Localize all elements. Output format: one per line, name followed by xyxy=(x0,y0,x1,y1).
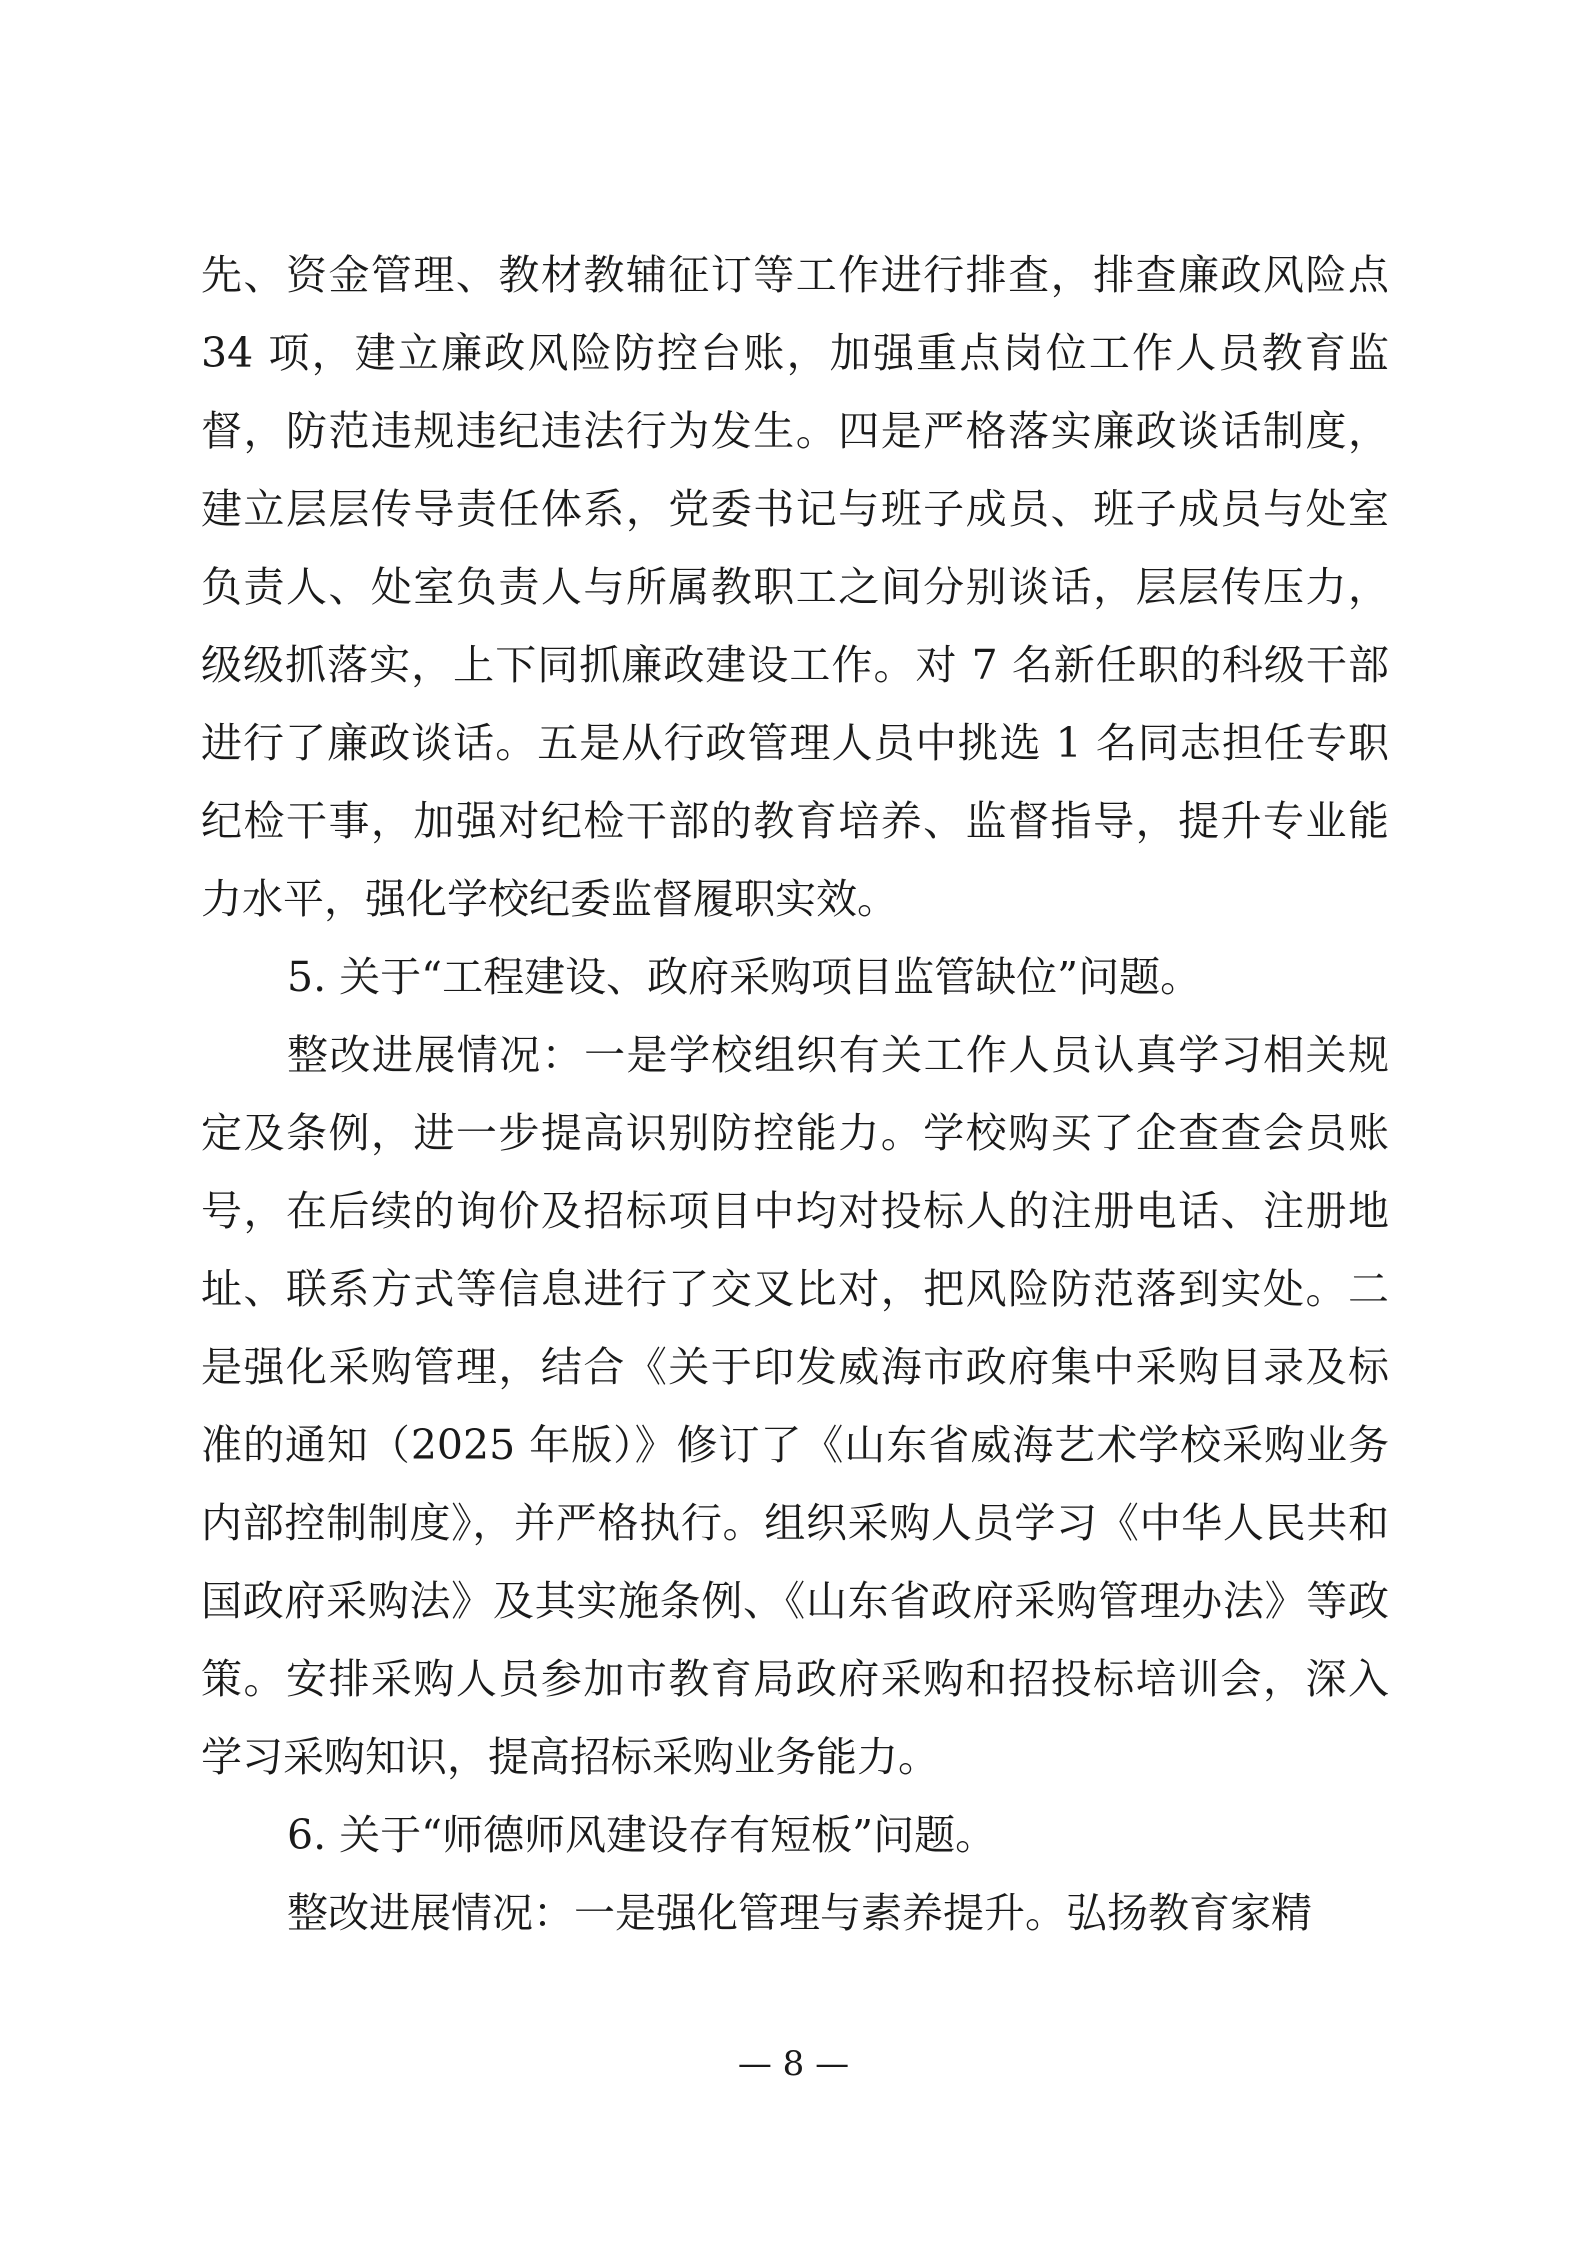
body-text xyxy=(201,236,1389,1952)
paragraph-continuation: 先、资金管理、教材教辅征订等工作进行排查，排查廉政风险点 34 项，建立廉政风险防控台账，加强重点岗位工作人员教育监督，防范违规违纪违法行为发生。四是严格落实廉政谈话制度，建立层层传导责任体系，党委书记与班子成员、班子成员与处室负责人、处室负责人与所属教职工之间分别谈话，层层传压力，级级抓落实，上下同抓廉政建设工作。对 7 名新任职的科级干部进行了廉政谈话。五是从行政管理人员中挑选 1 名同志担任专职纪检干事，加强对纪检干部的教育培养、监督指导，提升专业能力水平，强化学校纪委监督履职实效。 xyxy=(201,251,1389,923)
section-heading-5: 5. 关于“工程建设、政府采购项目监管缺位”问题。 xyxy=(287,953,1202,1001)
page-number: — 8 — xyxy=(737,2044,850,2084)
section-heading-6: 6. 关于“师德师风建设存有短板”问题。 xyxy=(287,1811,997,1859)
paragraph-rectification-6: 整改进展情况：一是强化管理与素养提升。弘扬教育家精 xyxy=(287,1889,1312,1937)
paragraph-rectification-5: 整改进展情况：一是学校组织有关工作人员认真学习相关规定及条例，进一步提高识别防控能力。学校购买了企查查会员账号，在后续的询价及招标项目中均对投标人的注册电话、注册地址、联系方式等信息进行了交叉比对，把风险防范落到实处。二是强化采购管理，结合《关于印发威海市政府集中采购目录及标准的通知（2025 年版）》修订了《山东省威海艺术学校采购业务内部控制制度》，并严格执行。组织采购人员学习《中华人民共和国政府采购法》及其实施条例、《山东省政府采购管理办法》等政策。安排采购人员参加市教育局政府采购和招投标培训会，深入学习采购知识，提高招标采购业务能力。 xyxy=(201,1031,1389,1781)
